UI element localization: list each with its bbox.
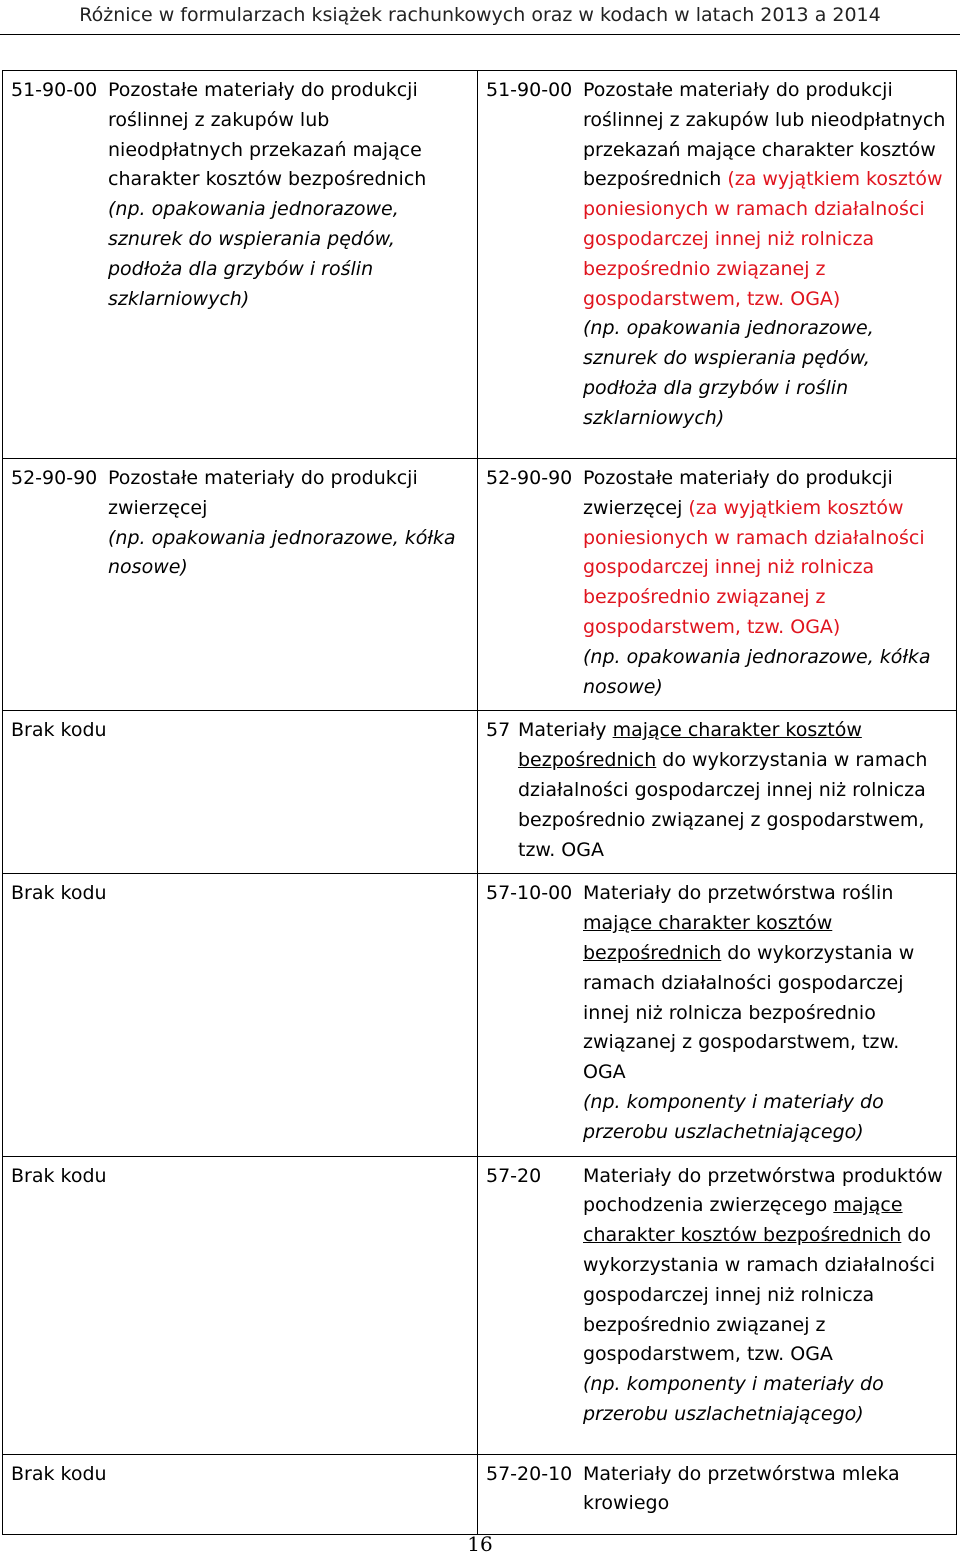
account-example: (np. opakowania jednorazowe, kółka nosowe) bbox=[583, 645, 931, 698]
account-code: 52-90-90 bbox=[11, 467, 98, 489]
cell-2014 bbox=[478, 874, 957, 1156]
account-description: Pozostałe materiały do produkcji roślinnej z zakupów lub nieodpłatnych przekazań mające charakter kosztów bezpośrednich bbox=[583, 79, 946, 191]
account-code: 51-90-00 bbox=[486, 79, 573, 101]
cell-2014 bbox=[478, 71, 957, 459]
table-row bbox=[3, 711, 957, 874]
no-code-label: Brak kodu bbox=[11, 719, 107, 742]
cell-2014 bbox=[478, 1454, 957, 1534]
account-description-cont: do wykorzystania w ramach działalności gospodarczej innej niż rolnicza bezpośrednio związanej z gospodarstwem, tzw. OGA bbox=[583, 941, 915, 1084]
account-code: 51-90-00 bbox=[11, 79, 98, 101]
underlined-phrase: mające charakter kosztów bezpośrednich bbox=[583, 1194, 903, 1247]
account-code: 57-10-00 bbox=[486, 882, 573, 905]
cell-2013 bbox=[3, 874, 478, 1156]
no-code-label: Brak kodu bbox=[11, 1462, 107, 1485]
table-row bbox=[3, 71, 957, 459]
account-description: Materiały do przetwórstwa roślin bbox=[583, 882, 894, 905]
account-description: Materiały do przetwórstwa produktów pochodzenia zwierzęcego bbox=[583, 1164, 943, 1217]
account-description-cont: do wykorzystania w ramach działalności gospodarczej innej niż rolnicza bezpośrednio związanej z gospodarstwem, tzw. OGA bbox=[518, 749, 928, 861]
code-entry bbox=[11, 76, 469, 314]
code-entry bbox=[486, 1162, 948, 1430]
account-code: 57-20 bbox=[486, 1164, 542, 1187]
header-divider bbox=[0, 34, 960, 35]
account-example: (np. opakowania jednorazowe, sznurek do wspierania pędów, podłoża dla grzybów i roślin szklarniowych) bbox=[583, 317, 874, 429]
code-entry bbox=[486, 464, 948, 702]
code-entry bbox=[11, 464, 469, 583]
cell-2014 bbox=[478, 1156, 957, 1454]
code-entry bbox=[486, 76, 948, 434]
account-description: Materiały do przetwórstwa mleka krowiego bbox=[583, 1462, 900, 1515]
page-number: 16 bbox=[467, 1532, 493, 1556]
cell-2013 bbox=[3, 71, 478, 459]
table-row bbox=[3, 459, 957, 711]
code-entry bbox=[486, 1460, 948, 1520]
code-entry bbox=[486, 879, 948, 1147]
cell-2013 bbox=[3, 1454, 478, 1534]
account-example: (np. opakowania jednorazowe, kółka nosowe) bbox=[108, 526, 456, 579]
underlined-phrase: mające charakter kosztów bezpośrednich bbox=[583, 912, 833, 964]
account-example: (np. opakowania jednorazowe, sznurek do wspierania pędów, podłoża dla grzybów i roślin szklarniowych) bbox=[108, 198, 399, 310]
account-description: Pozostałe materiały do produkcji zwierzęcej bbox=[108, 467, 418, 519]
account-description: Materiały bbox=[518, 719, 613, 742]
table-row bbox=[3, 1156, 957, 1454]
account-code: 52-90-90 bbox=[486, 467, 573, 489]
no-code-label: Brak kodu bbox=[11, 1164, 107, 1187]
code-entry bbox=[486, 716, 948, 865]
account-code: 57-20-10 bbox=[486, 1462, 573, 1485]
table-row bbox=[3, 874, 957, 1156]
account-description-cont: do wykorzystania w ramach działalności gospodarczej innej niż rolnicza bezpośrednio związanej z gospodarstwem, tzw. OGA bbox=[583, 1224, 936, 1366]
account-description: Pozostałe materiały do produkcji roślinnej z zakupów lub nieodpłatnych przekazań mające charakter kosztów bezpośrednich bbox=[108, 79, 427, 191]
no-code-label: Brak kodu bbox=[11, 882, 107, 905]
cell-2013 bbox=[3, 459, 478, 711]
account-example: (np. komponenty i materiały do przerobu uszlachetniającego) bbox=[583, 1373, 884, 1425]
cell-2014 bbox=[478, 459, 957, 711]
account-code: 57 bbox=[486, 719, 511, 742]
underlined-phrase: mające charakter kosztów bezpośrednich bbox=[518, 719, 862, 772]
account-description: Pozostałe materiały do produkcji zwierzęcej bbox=[583, 467, 893, 519]
cell-2013 bbox=[3, 1156, 478, 1454]
account-exclusion-note: (za wyjątkiem kosztów poniesionych w ramach działalności gospodarczej innej niż rolnicza bezpośrednio związanej z gospodarstwem, tzw. OGA) bbox=[583, 496, 925, 638]
account-exclusion-note: (za wyjątkiem kosztów poniesionych w ramach działalności gospodarczej innej niż rolnicza bezpośrednio związanej z gospodarstwem, tzw. OGA) bbox=[583, 168, 943, 310]
header-title: Różnice w formularzach książek rachunkowych oraz w kodach w latach 2013 a 2014 bbox=[79, 4, 881, 26]
table-row bbox=[3, 1454, 957, 1534]
cell-2013 bbox=[3, 711, 478, 874]
cell-2014 bbox=[478, 711, 957, 874]
page-header bbox=[0, 0, 960, 36]
comparison-table bbox=[2, 70, 957, 1535]
account-example: (np. komponenty i materiały do przerobu uszlachetniającego) bbox=[583, 1090, 884, 1143]
